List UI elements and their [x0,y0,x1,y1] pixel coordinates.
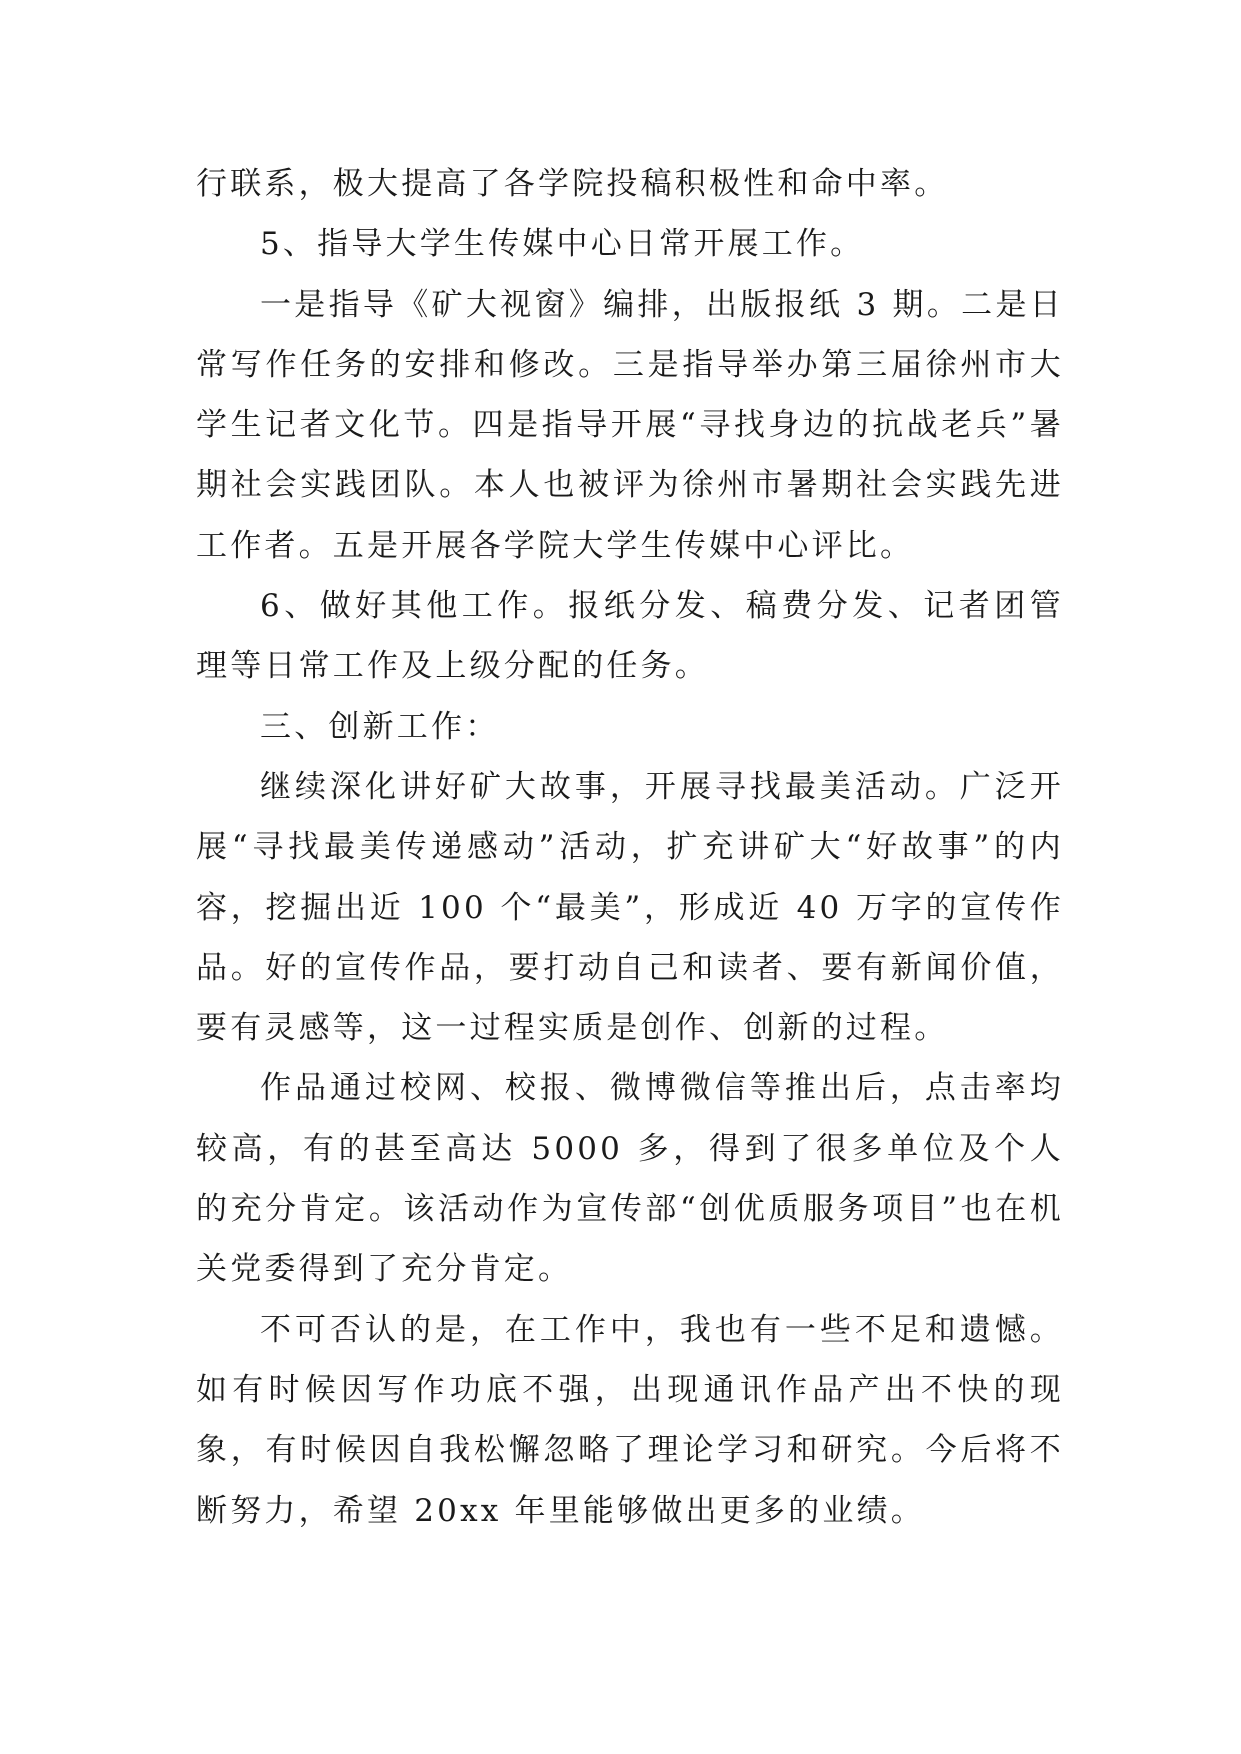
document-body [196,154,1064,1541]
paragraph-4: 6、做好其他工作。报纸分发、稿费分发、记者团管理等日常工作及上级分配的任务。 [196,588,1064,685]
paragraph-6: 作品通过校网、校报、微博微信等推出后，点击率均较高，有的甚至高达 5000 多，得到了很多单位及个人的充分肯定。该活动作为宣传部“创优质服务项目”也在机关党委得到了充分肯定。 [196,1070,1064,1288]
paragraph-2: 5、指导大学生传媒中心日常开展工作。 [260,226,865,263]
paragraph-3: 一是指导《矿大视窗》编排，出版报纸 3 期。二是日常写作任务的安排和修改。三是指导举办第三届徐州市大学生记者文化节。四是指导开展“寻找身边的抗战老兵”暑期社会实践团队。本人也被评为徐州市暑期社会实践先进工作者。五是开展各学院大学生传媒中心评比。 [196,286,1064,564]
section-heading-innovation: 三、创新工作： [260,708,500,745]
paragraph-5: 继续深化讲好矿大故事，开展寻找最美活动。广泛开展“寻找最美传递感动”活动，扩充讲矿大“好故事”的内容，挖掘出近 100 个“最美”，形成近 40 万字的宣传作品。好的宣传作品，要打动自己和读者、要有新闻价值，要有灵感等，这一过程实质是创作、创新的过程。 [196,768,1064,1047]
paragraph-7: 不可否认的是，在工作中，我也有一些不足和遗憾。如有时候因写作功底不强，出现通讯作品产出不快的现象，有时候因自我松懈忽略了理论学习和研究。今后将不断努力，希望 20xx 年里能够做出更多的业绩。 [196,1311,1064,1529]
paragraph-1: 行联系，极大提高了各学院投稿积极性和命中率。 [196,166,949,202]
